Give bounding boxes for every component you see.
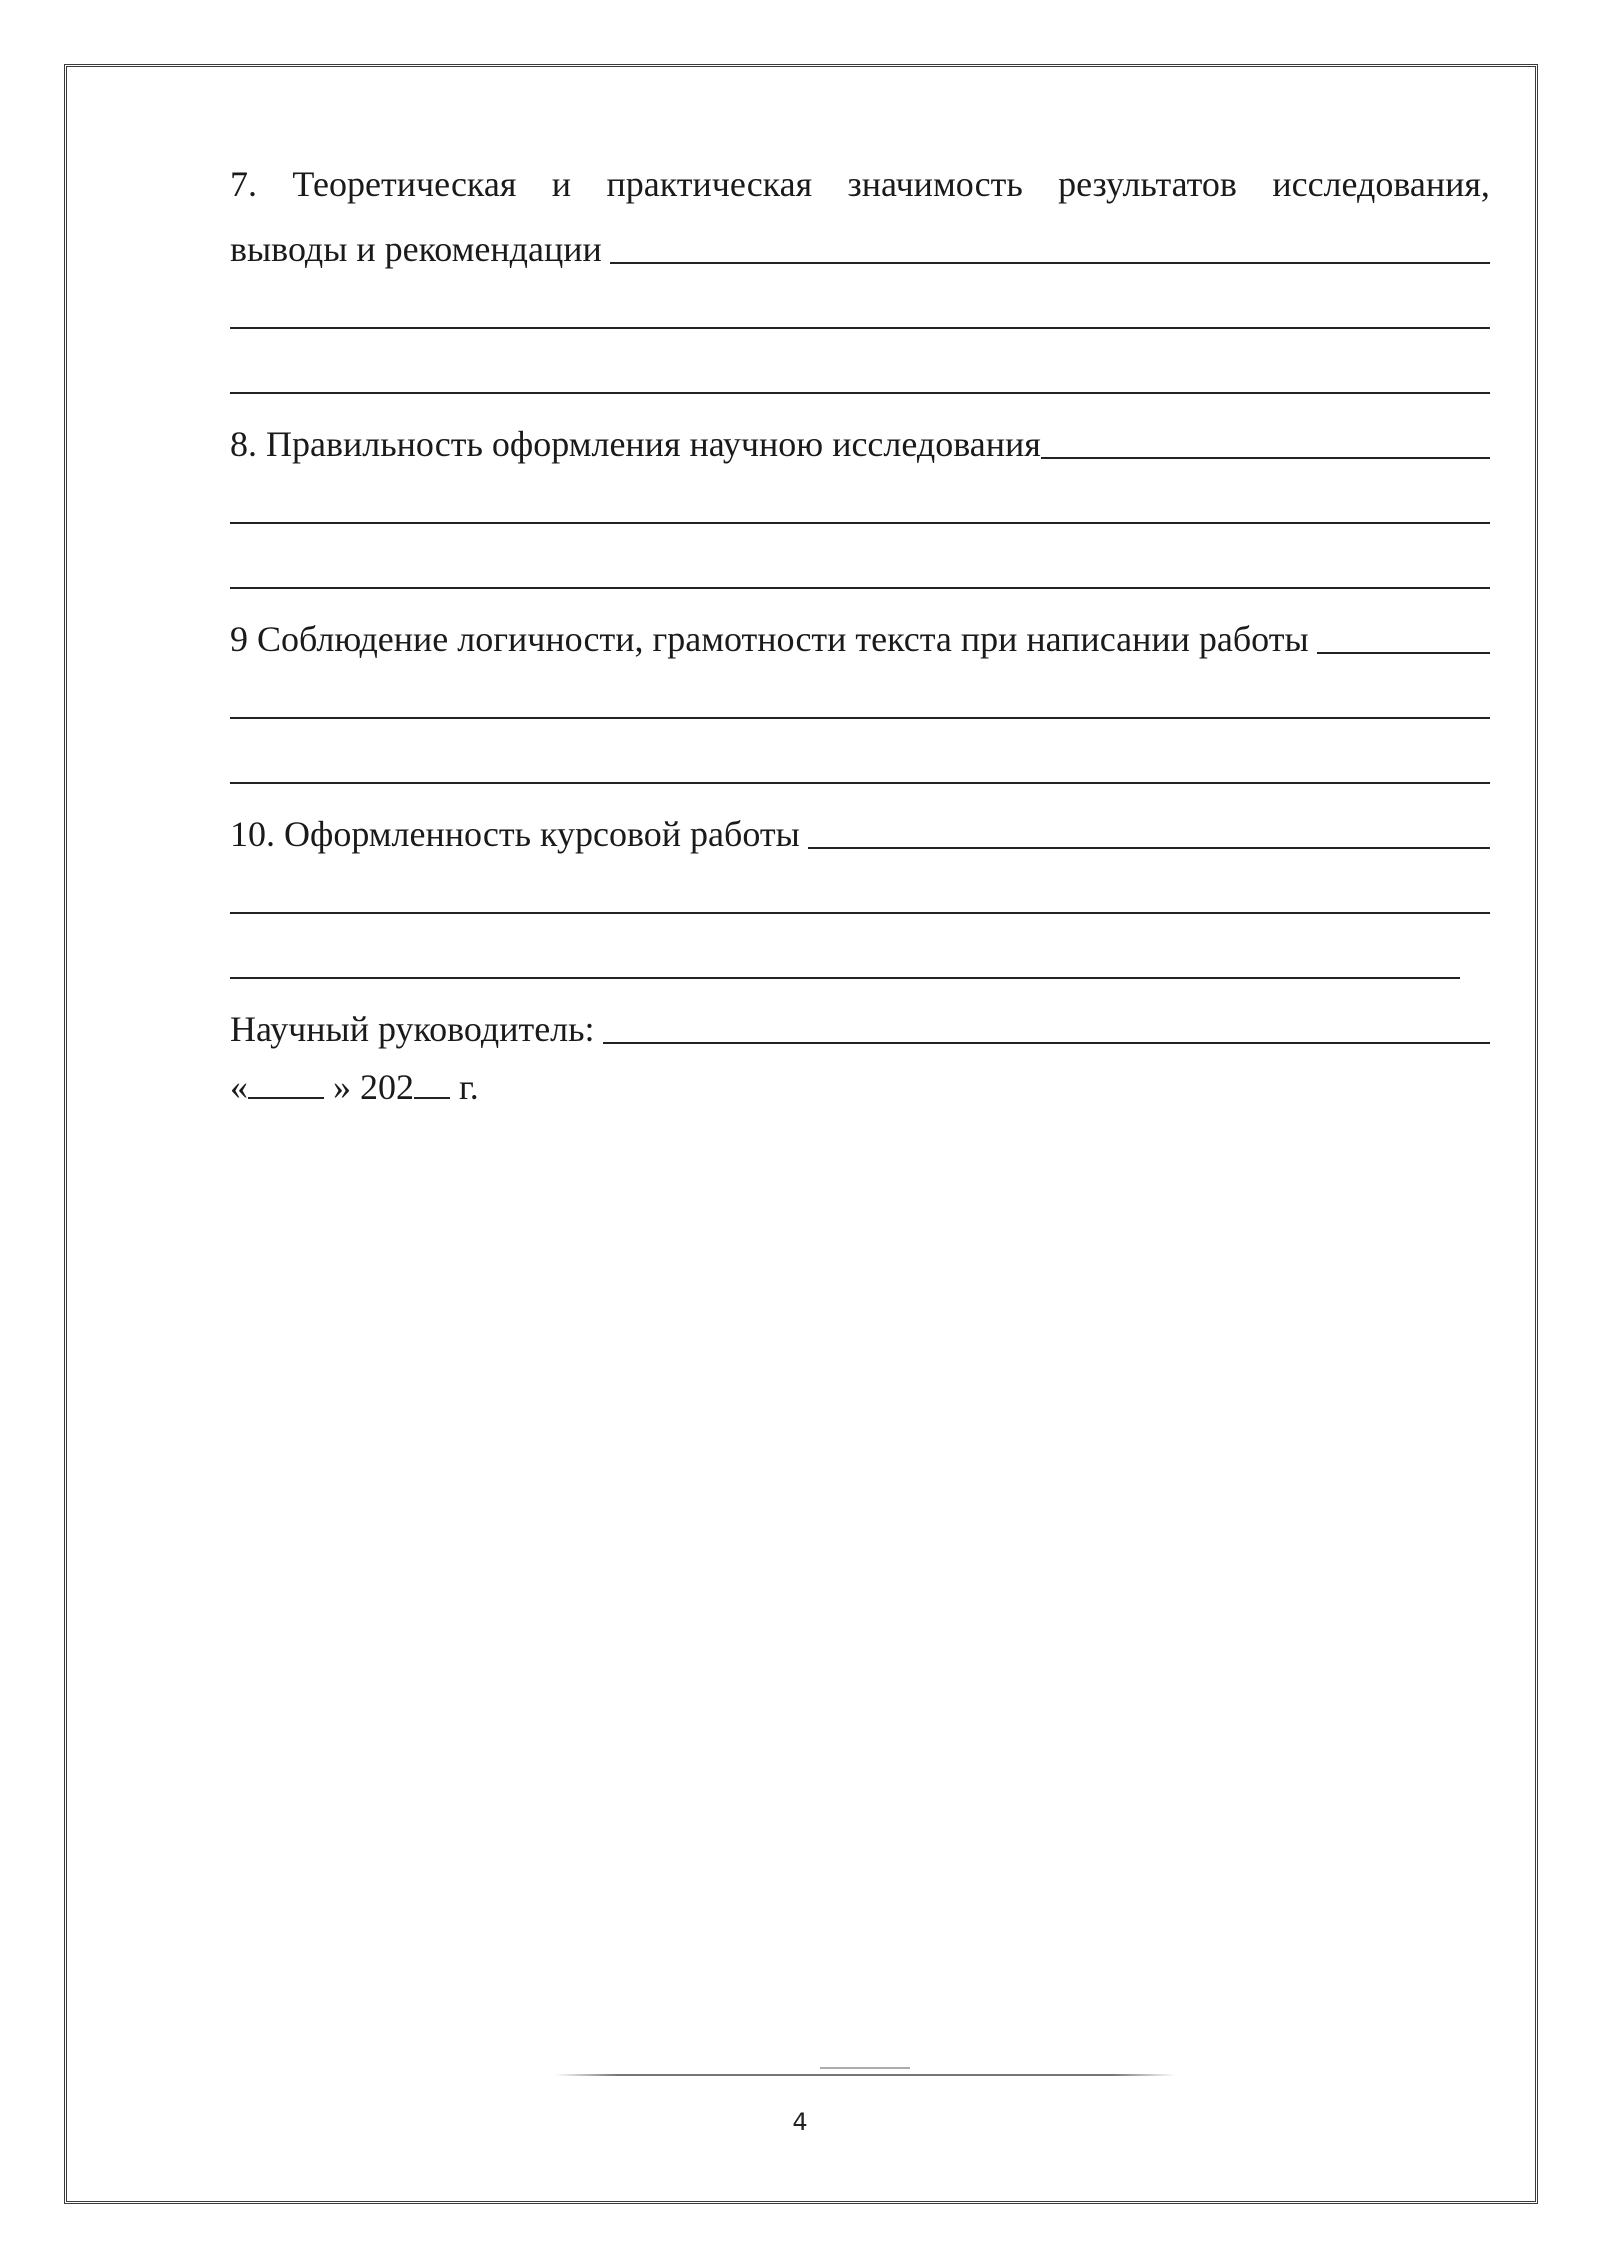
item-8-answer-line-3[interactable] [230, 538, 1490, 603]
supervisor-signature-field[interactable] [603, 1042, 1490, 1044]
signature-line [230, 993, 1490, 1058]
item-9-line [230, 603, 1490, 668]
item-7-line-2 [230, 213, 1490, 278]
footer-divider [555, 2074, 1175, 2076]
footer-divider-accent [820, 2067, 910, 2069]
item-7-word: практическая [606, 164, 813, 204]
item-10-line [230, 798, 1490, 863]
date-day-field[interactable] [248, 1069, 324, 1099]
page-number: 4 [792, 2108, 808, 2136]
item-7-answer-line-3[interactable] [230, 343, 1490, 408]
date-year-prefix: 202 [360, 1067, 414, 1107]
date-line [230, 1058, 1490, 1123]
item-10-answer-field[interactable] [808, 847, 1490, 849]
item-7-answer-line-2[interactable] [230, 278, 1490, 343]
date-year-suffix: г. [459, 1067, 479, 1107]
item-9-answer-line-3[interactable] [230, 733, 1490, 798]
item-7-answer-field[interactable] [610, 262, 1490, 264]
item-7-label: выводы и рекомендации [230, 229, 602, 269]
date-open-quote: « [230, 1067, 248, 1107]
blank-line [230, 587, 1490, 589]
blank-line [230, 977, 1460, 979]
blank-line [230, 912, 1490, 914]
item-9-label: 9 Соблюдение логичности, грамотности текста при написании работы [230, 619, 1309, 659]
item-7-word: результатов [1058, 164, 1237, 204]
item-9-answer-field[interactable] [1317, 652, 1490, 654]
item-10-answer-line-3[interactable] [230, 928, 1490, 993]
item-7-word: значимость [847, 164, 1023, 204]
item-7-word: 7. [230, 164, 257, 204]
item-9-answer-line-2[interactable] [230, 668, 1490, 733]
item-8-line [230, 408, 1490, 473]
item-7-word: исследования, [1272, 164, 1490, 204]
item-10-label: 10. Оформленность курсовой работы [230, 814, 800, 854]
supervisor-label: Научный руководитель: [230, 1009, 595, 1049]
item-7-word: и [551, 164, 572, 204]
blank-line [230, 782, 1490, 784]
item-7-word: Теоретическая [292, 164, 517, 204]
item-10-answer-line-2[interactable] [230, 863, 1490, 928]
blank-line [230, 327, 1490, 329]
blank-line [230, 522, 1490, 524]
blank-line [230, 392, 1490, 394]
document-body [230, 148, 1490, 1123]
item-7-line-1 [230, 148, 1490, 213]
item-8-label: 8. Правильность оформления научною исследования [230, 424, 1041, 464]
date-year-field[interactable] [414, 1069, 450, 1099]
item-8-answer-field[interactable] [1041, 457, 1490, 459]
item-8-answer-line-2[interactable] [230, 473, 1490, 538]
blank-line [230, 717, 1490, 719]
date-close-quote: » [333, 1067, 351, 1107]
